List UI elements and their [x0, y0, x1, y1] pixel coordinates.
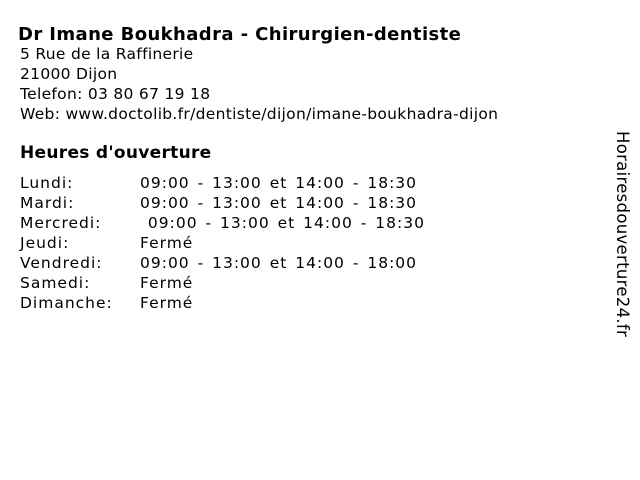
day-hours-value: 09:00 - 13:00 et 14:00 - 18:30 [140, 174, 418, 192]
contact-info-block [20, 44, 498, 124]
site-watermark: Horairesdouverture24.fr [613, 131, 632, 338]
day-hours-value: 09:00 - 13:00 et 14:00 - 18:00 [140, 254, 418, 272]
opening-hours-heading: Heures d'ouverture [20, 143, 212, 163]
day-label: Mardi: [20, 194, 75, 212]
table-row [20, 293, 425, 313]
day-hours-value: Fermé [140, 234, 194, 252]
table-row [20, 193, 425, 213]
day-label: Mercredi: [20, 214, 102, 232]
table-row [20, 233, 425, 253]
day-label: Lundi: [20, 174, 74, 192]
address-street: 5 Rue de la Raffinerie [20, 45, 194, 63]
table-row [20, 253, 425, 273]
day-label: Jeudi: [20, 234, 70, 252]
day-hours-value: Fermé [140, 274, 194, 292]
table-row [20, 213, 425, 233]
day-label: Samedi: [20, 274, 91, 292]
table-row [20, 173, 425, 193]
day-hours-value: 09:00 - 13:00 et 14:00 - 18:30 [140, 194, 418, 212]
day-hours-value: Fermé [140, 294, 194, 312]
phone-line: Telefon: 03 80 67 19 18 [20, 85, 211, 103]
address-city: 21000 Dijon [20, 65, 118, 83]
table-row [20, 273, 425, 293]
day-label: Dimanche: [20, 294, 113, 312]
day-hours-value: 09:00 - 13:00 et 14:00 - 18:30 [140, 214, 425, 232]
website-line: Web: www.doctolib.fr/dentiste/dijon/imane-boukhadra-dijon [20, 105, 499, 123]
day-label: Vendredi: [20, 254, 103, 272]
opening-hours-table [20, 173, 425, 313]
page-title: Dr Imane Boukhadra - Chirurgien-dentiste [18, 24, 462, 46]
